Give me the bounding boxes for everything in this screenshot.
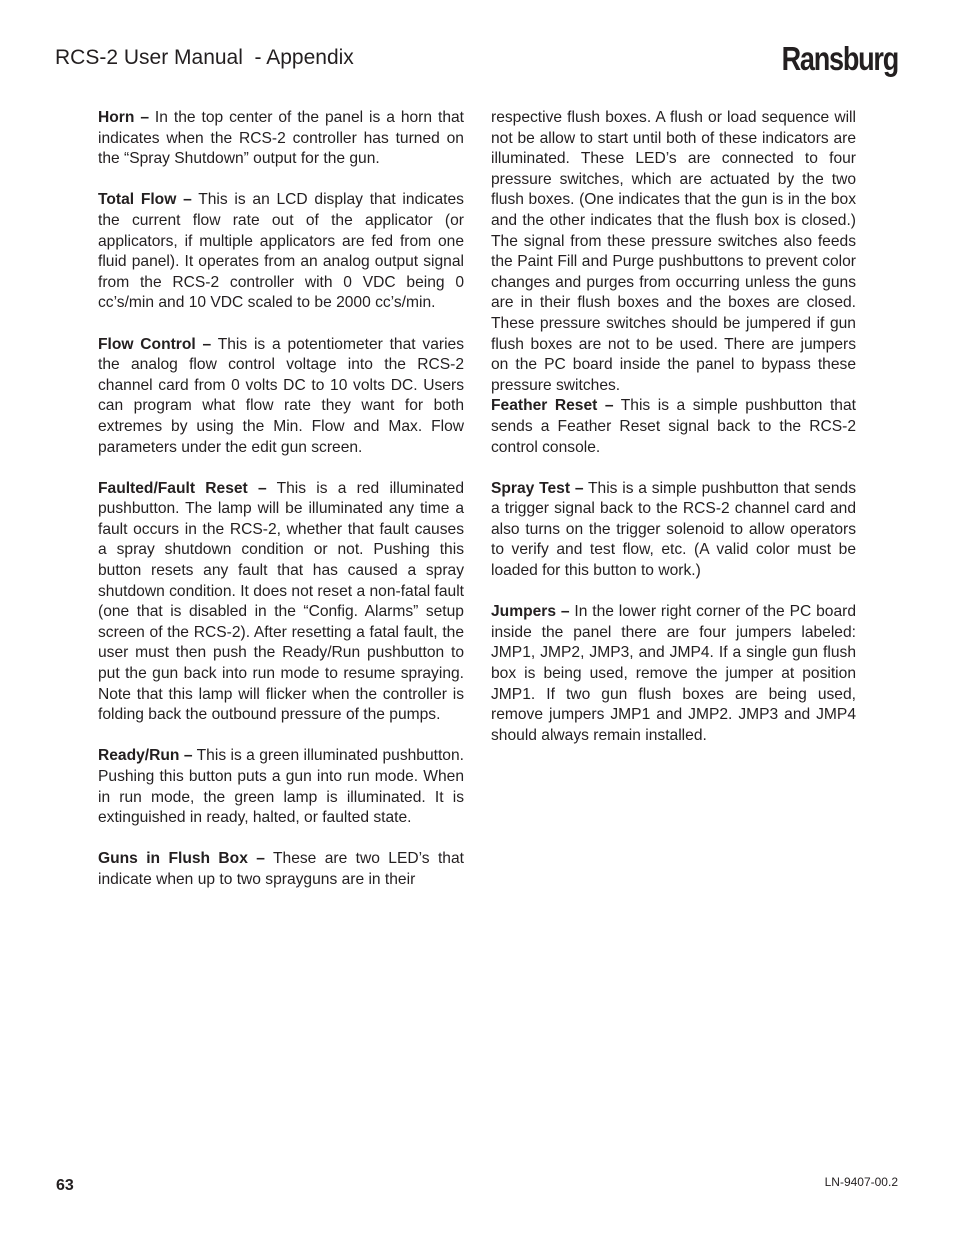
term-total-flow: Total Flow –	[98, 191, 192, 209]
text-feather-reset: This is a simple pushbutton that sends a Feather Reset signal back to the RCS-2 control console.	[491, 397, 856, 456]
text-fault-reset: This is a red illuminated pushbutton. The lamp will be illuminated any time a fault occurs in the RCS-2, whether that fault causes a spray shutdown condition or not. Pushing this button resets any fault that has caused a spray shutdown condition. It does not reset a non-fatal fault (one that is disabled in the “Config. Alarms” setup screen of the RCS-2). After resetting a fatal fault, the user must then push the Ready/Run pushbutton to put the gun back into run mode to resume spraying. Note that this lamp will flicker when the controller is folding back the outbound pressure of the pumps.	[98, 479, 464, 724]
paragraph-feather-reset	[491, 396, 856, 458]
term-feather-reset: Feather Reset –	[491, 397, 614, 415]
term-ready-run: Ready/Run –	[98, 747, 193, 765]
document-id: LN-9407-00.2	[824, 1175, 898, 1189]
paragraph-total-flow	[98, 190, 464, 314]
term-spray-test: Spray Test –	[491, 479, 584, 497]
term-fault-reset: Faulted/Fault Reset –	[98, 479, 267, 497]
paragraph-spray-test	[491, 479, 856, 582]
term-guns-in-flush-box: Guns in Flush Box –	[98, 850, 265, 868]
paragraph-flow-control	[98, 335, 464, 459]
page-header-title: RCS-2 User Manual - Appendix	[55, 46, 354, 69]
right-column	[491, 108, 856, 767]
term-flow-control: Flow Control –	[98, 335, 212, 353]
paragraph-jumpers	[491, 602, 856, 746]
left-column	[98, 108, 464, 891]
paragraph-guns-in-flush-box	[98, 849, 464, 890]
text-total-flow: This is an LCD display that indicates the current flow rate out of the applicator (or applicators, if multiple applicators are fed from one fluid panel). It operates from an analog output signal from the RCS-2 controller with 0 VDC being 0 cc’s/min and 10 VDC scaled to be 2000 cc’s/min.	[98, 191, 464, 312]
text-flow-control: This is a potentiometer that varies the analog flow control voltage into the RCS-2 channel card from 0 volts DC to 10 volts DC. Users can program what flow rate they want for both extremes by using the Min. Flow and Max. Flow parameters under the edit gun screen.	[98, 335, 464, 456]
term-jumpers: Jumpers –	[491, 603, 570, 621]
text-horn: In the top center of the panel is a horn that indicates when the RCS-2 controller has turned on the “Spray Shutdown” output for the gun.	[98, 109, 464, 168]
text-ready-run: This is a green illuminated pushbutton. Pushing this button puts a gun into run mode. When in run mode, the green lamp is illuminated. It is extinguished in ready, halted, or faulted state.	[98, 747, 464, 827]
term-horn: Horn –	[98, 109, 149, 126]
brand-logo: Ransburg	[781, 40, 898, 77]
paragraph-horn	[98, 108, 464, 170]
paragraph-flush-box-continued	[491, 108, 856, 396]
page-number: 63	[56, 1177, 74, 1194]
paragraph-ready-run	[98, 746, 464, 828]
text-jumpers: In the lower right corner of the PC board inside the panel there are four jumpers labeled: JMP1, JMP2, JMP3, and JMP4. If a single gun flush box is being used, remove the jumper at position JMP1. If two gun flush boxes are being used, remove jumpers JMP1 and JMP2. JMP3 and JMP4 should always remain installed.	[491, 603, 857, 744]
text-spray-test: This is a simple pushbutton that sends a trigger signal back to the RCS-2 channel card and also turns on the trigger solenoid to allow operators to verify and test flow, etc. (A valid color must be loaded for this button to work.)	[491, 479, 856, 580]
text-guns-in-flush-box: These are two LED’s that indicate when up to two sprayguns are in their	[98, 850, 464, 888]
paragraph-fault-reset	[98, 479, 464, 726]
text-flush-box-continued: respective flush boxes. A flush or load sequence will not be allow to start until both of these indicators are illuminated. These LED’s are connected to four pressure switches, which are actuated by the two flush boxes. (One indicates that the gun is in the box and the other indicates that the flush box is closed.) The signal from these pressure switches also feeds the Paint Fill and Purge pushbuttons to prevent color changes and purges from occurring unless the guns are in their flush boxes and the boxes are closed. These pressure switches should be jumpered if gun flush boxes are not to be used. There are jumpers on the PC board inside the panel to bypass these pressure switches.	[491, 109, 856, 394]
